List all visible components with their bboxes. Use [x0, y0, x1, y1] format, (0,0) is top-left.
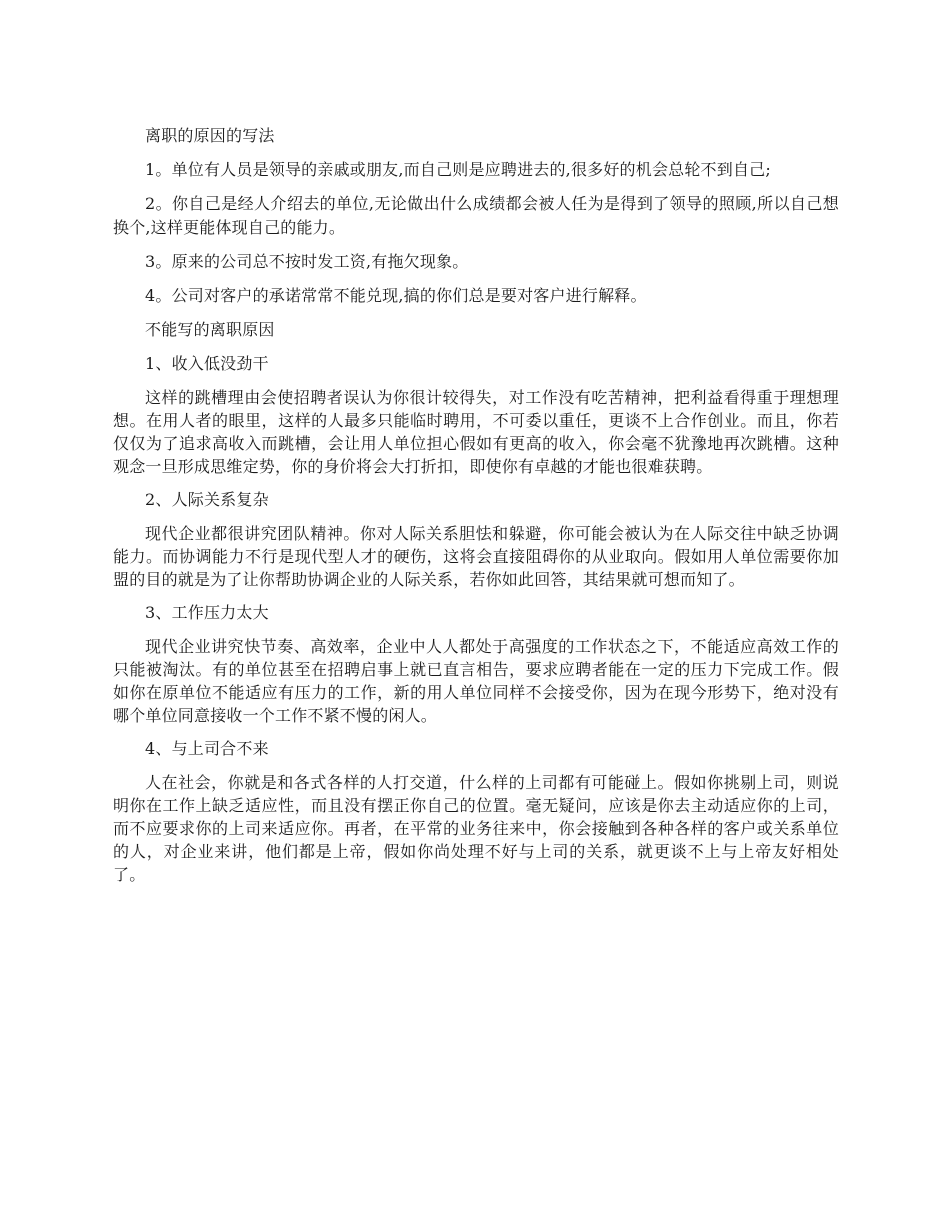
paragraph-work-pressure: 现代企业讲究快节奏、高效率，企业中人人都处于高强度的工作状态之下，不能适应高效工作的只能被淘汰。有的单位甚至在招聘启事上就已直言相告，要求应聘者能在一定的压力下完成工作。假如你在原单位不能适应有压力的工作，新的用人单位同样不会接受你，因为在现今形势下，绝对没有哪个单位同意接收一个工作不紧不慢的闲人。 [113, 637, 839, 725]
reason-item-1: 1。单位有人员是领导的亲戚或朋友,而自己则是应聘进去的,很多好的机会总轮不到自己; [145, 160, 771, 179]
subheading-work-pressure: 3、工作压力太大 [145, 603, 269, 622]
paragraph-low-income: 这样的跳槽理由会使招聘者误认为你很计较得失，对工作没有吃苦精神，把利益看得重于理想理想。在用人者的眼里，这样的人最多只能临时聘用，不可委以重任，更谈不上合作创业。而且，你若仅仅为了追求高收入而跳槽，会让用人单位担心假如有更高的收入，你会毫不犹豫地再次跳槽。这种观念一旦形成思维定势，你的身价将会大打折扣，即使你有卓越的才能也很难获聘。 [113, 388, 839, 476]
paragraph-boss-conflict: 人在社会，你就是和各式各样的人打交道，什么样的上司都有可能碰上。假如你挑剔上司，则说明你在工作上缺乏适应性，而且没有摆正你自己的位置。毫无疑问，应该是你去主动适应你的上司，而不应要求你的上司来适应你。再者，在平常的业务往来中，你会接触到各种各样的客户或关系单位的人，对企业来讲，他们都是上帝，假如你尚处理不好与上司的关系，就更谈不上与上帝友好相处了。 [113, 773, 839, 884]
subheading-boss-conflict: 4、与上司合不来 [145, 739, 269, 758]
paragraph-relationships: 现代企业都很讲究团队精神。你对人际关系胆怯和躲避，你可能会被认为在人际交往中缺乏协调能力。而协调能力不行是现代型人才的硬伤，这将会直接阻碍你的从业取向。假如用人单位需要你加盟的目的就是为了让你帮助协调企业的人际关系，若你如此回答，其结果就可想而知了。 [113, 524, 839, 589]
document-page [113, 124, 839, 896]
heading-unwritable-reasons: 不能写的离职原因 [145, 320, 275, 339]
heading-resignation-reasons: 离职的原因的写法 [145, 126, 275, 145]
reason-item-4: 4。公司对客户的承诺常常不能兑现,搞的你们总是要对客户进行解释。 [145, 286, 647, 305]
subheading-relationships: 2、人际关系复杂 [145, 490, 269, 509]
subheading-low-income: 1、收入低没劲干 [145, 354, 269, 373]
reason-item-3: 3。原来的公司总不按时发工资,有拖欠现象。 [145, 252, 469, 271]
reason-item-2: 2。你自己是经人介绍去的单位,无论做出什么成绩都会被人任为是得到了领导的照顾,所以自己想换个,这样更能体现自己的能力。 [113, 194, 839, 237]
